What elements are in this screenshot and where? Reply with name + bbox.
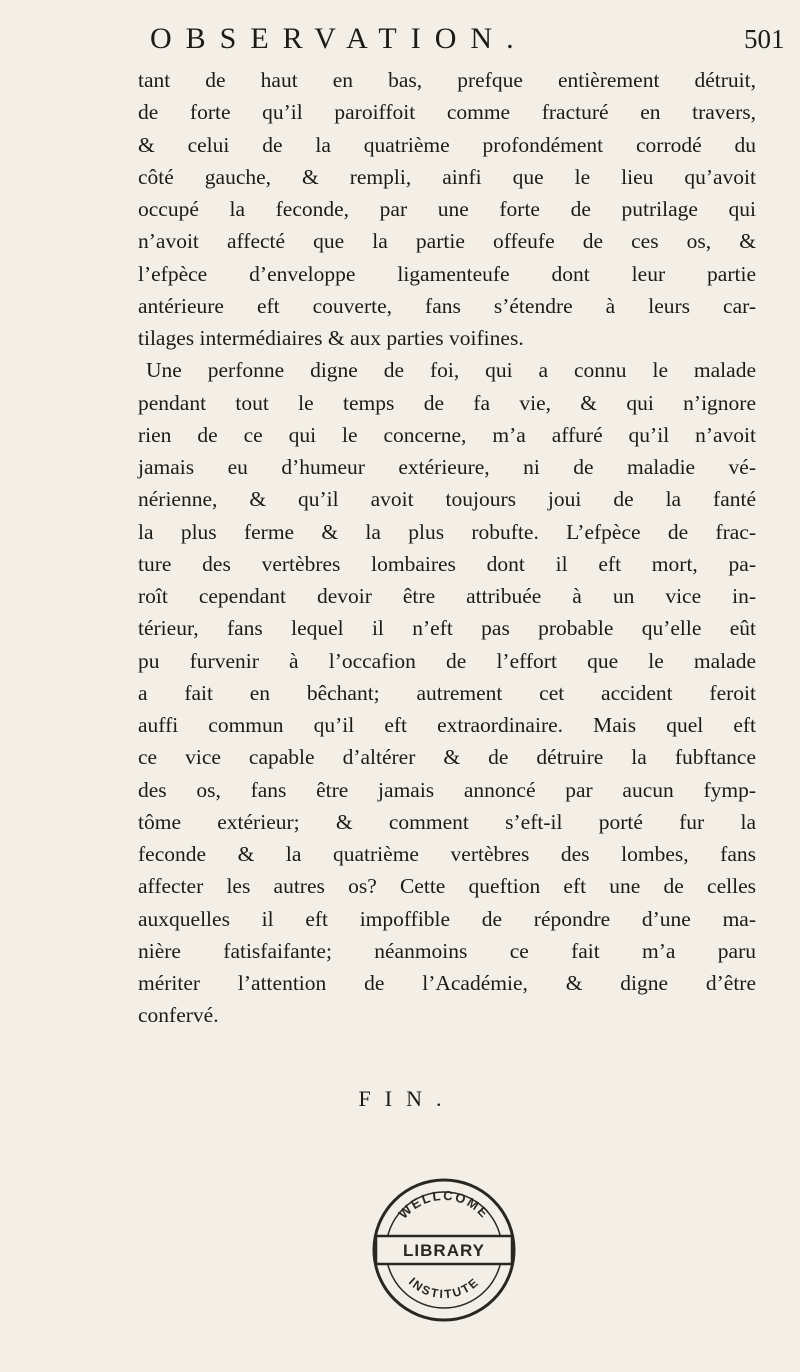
text-line: n’avoit affecté que la partie offeufe de ces os, & [138, 229, 756, 254]
text-line: ture des vertèbres lombaires dont il eft mort, pa- [138, 551, 756, 576]
paragraph-2 [138, 354, 756, 1031]
text-line: affecter les autres os? Cette queftion eft une de celles [138, 874, 756, 899]
text-line: feconde & la quatrième vertèbres des lombes, fans [138, 842, 756, 866]
library-stamp [364, 1170, 524, 1330]
text-line: térieur, fans lequel il n’eft pas probable qu’elle eût [138, 616, 756, 641]
running-head [150, 22, 650, 62]
page-number: 501 [744, 24, 785, 54]
text-line: Une perfonne digne de foi, qui a connu le malade [146, 358, 756, 383]
text-line: pu furvenir à l’occafion de l’effort que le malade [138, 648, 756, 673]
text-line: jamais eu d’humeur extérieure, ni de maladie vé- [138, 455, 756, 479]
fin-marker: FIN. [358, 1086, 456, 1111]
text-line: auffi commun qu’il eft extraordinaire. Mais quel eft [138, 713, 756, 737]
text-line: tôme extérieur; & comment s’eft-il porté fur la [138, 809, 756, 834]
text-line: mériter l’attention de l’Académie, & digne d’être [138, 971, 756, 995]
text-line: tant de haut en bas, prefque entièrement détruit, [138, 68, 756, 92]
stamp-bottom-text: INSTITUTE [405, 1274, 483, 1302]
text-line: occupé la feconde, par une forte de putrilage qui [138, 197, 756, 221]
running-head-title: OBSERVATION. [150, 22, 528, 55]
body-text [138, 64, 756, 1032]
text-line: antérieure eft couverte, fans s’étendre à leurs car- [138, 293, 756, 318]
text-line: pendant tout le temps de fa vie, & qui n’ignore [138, 390, 756, 415]
text-line: la plus ferme & la plus robufte. L’efpèce de frac- [138, 519, 756, 544]
text-line: rien de ce qui le concerne, m’a affuré qu’il n’avoit [138, 422, 756, 447]
text-line: a fait en bêchant; autrement cet accident feroit [138, 680, 756, 705]
text-line: de forte qu’il paroiffoit comme fracturé en travers, [138, 100, 756, 125]
text-line: des os, fans être jamais annoncé par aucun fymp- [138, 777, 756, 802]
text-line: roît cependant devoir être attribuée à un vice in- [138, 584, 756, 608]
text-line: nérienne, & qu’il avoit toujours joui de la fanté [138, 487, 756, 512]
text-line: & celui de la quatrième profondément corrodé du [138, 132, 756, 157]
text-line: ce vice capable d’altérer & de détruire la fubftance [138, 745, 756, 770]
text-line: confervé. [138, 1003, 219, 1028]
text-line: l’efpèce d’enveloppe ligamenteufe dont leur partie [138, 261, 756, 286]
text-line: nière fatisfaifante; néanmoins ce fait m’a paru [138, 938, 756, 963]
text-line: auxquelles il eft impoffible de répondre d’une ma- [138, 906, 756, 931]
stamp-top-text: WELLCOME [395, 1187, 493, 1222]
paragraph-1 [138, 64, 756, 354]
text-line: tilages intermédiaires & aux parties voifines. [138, 326, 524, 350]
stamp-center-text: LIBRARY [403, 1241, 485, 1260]
text-line: côté gauche, & rempli, ainfi que le lieu qu’avoit [138, 164, 756, 189]
